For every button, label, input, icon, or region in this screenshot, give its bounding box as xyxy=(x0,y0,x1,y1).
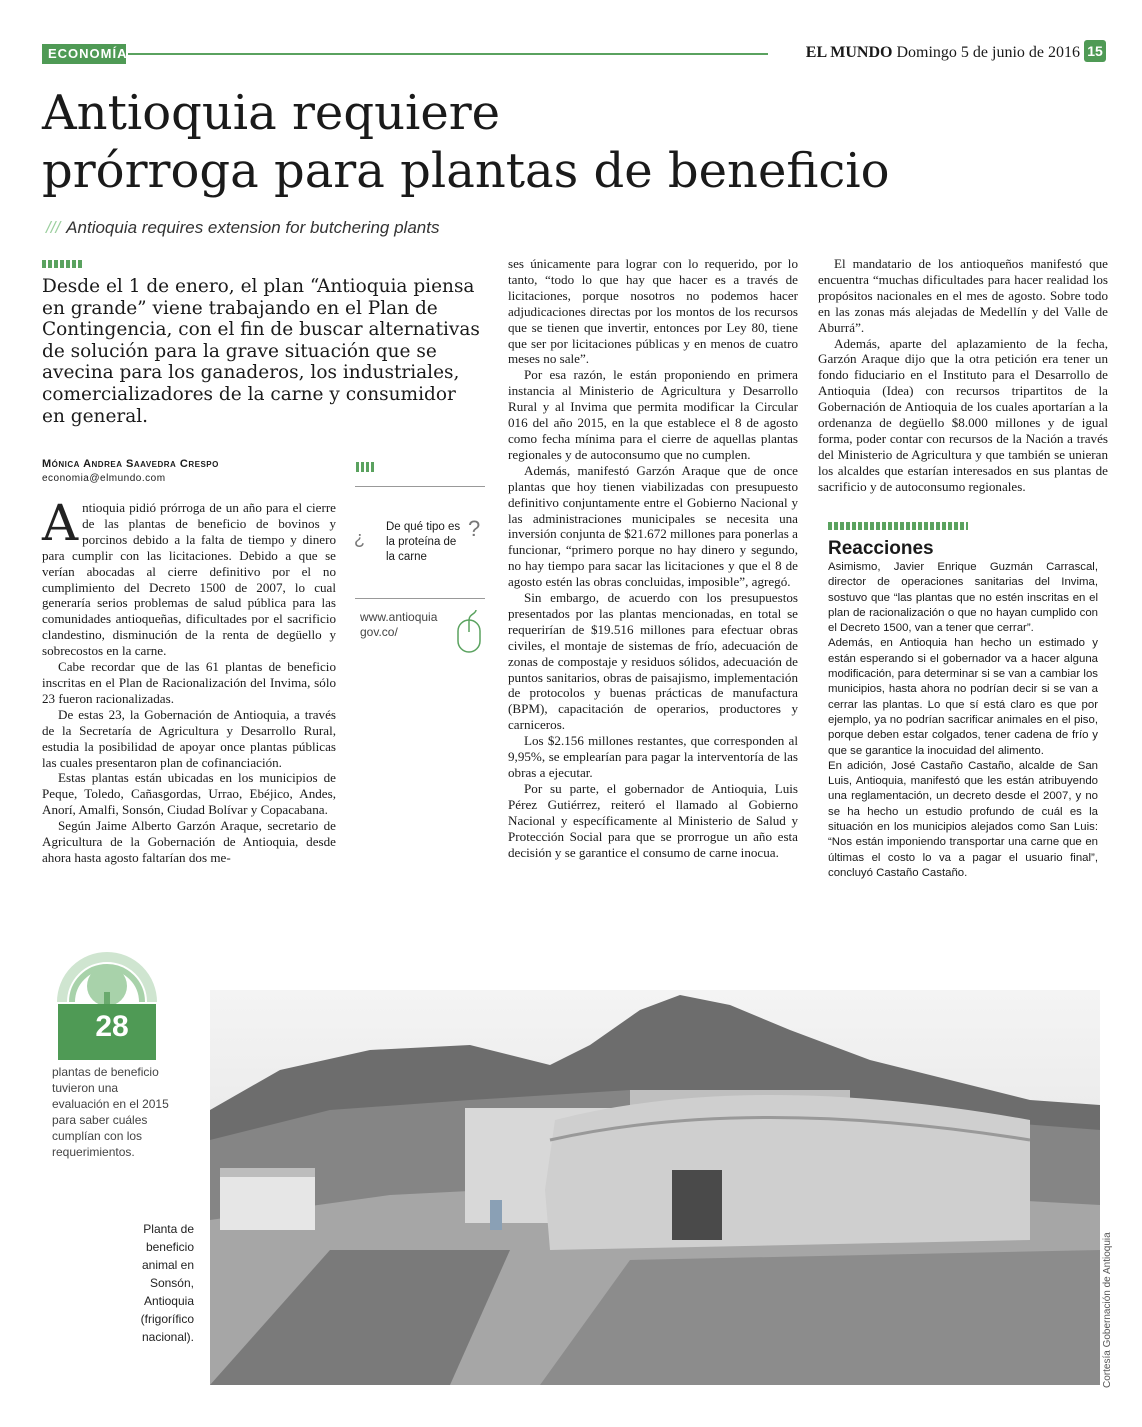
issue-date: Domingo 5 de junio de 2016 xyxy=(896,44,1080,61)
article-column-2 xyxy=(508,256,798,860)
author-name: Mónica Andrea Saavedra Crespo xyxy=(42,458,219,470)
sidebox-question: De qué tipo es la proteína de la carne xyxy=(386,521,461,563)
subtitle xyxy=(46,218,439,238)
subtitle-prefix: /// xyxy=(46,218,61,237)
photo-credit-text: Cortesía Gobernación de Antioquia xyxy=(1102,1232,1113,1388)
reactions-title: Reacciones xyxy=(828,538,934,559)
col1-paragraph-1-text: ntioquia pidió prórroga de un año para el cierre de las plantas de beneficio de bovinos y porcinos debido a la falta de tiempo y dinero para cumplir con las licitaciones. Debido a que se verían abocadas al cierre definitivo por el no cumplimiento del Decreto 1500 de 2007, lo cual generaría serios problemas de salud pública para las comunidades antioqueñas, dificultades por el sacrificio clandestino, disminución de la renta de degüello y sobrecostos en la carne. xyxy=(42,500,336,659)
article-column-1 xyxy=(42,494,336,866)
masthead xyxy=(806,44,1080,62)
infographic-number: 28 xyxy=(95,1010,129,1043)
infographic-text: plantas de beneficio tuvieron una evaluación en el 2015 para saber cuáles cumplían con los requerimientos. xyxy=(52,1065,169,1159)
sidebox-mid-rule xyxy=(355,598,485,599)
col1-paragraph-2: Cabe recordar que de las 61 plantas de beneficio inscritas en el Plan de Racionalización del Invima, sólo 23 fueron racionalizadas. xyxy=(42,659,336,706)
headline xyxy=(42,84,1102,200)
col2-paragraph-5: Los $2.156 millones restantes, que corresponden al 9,95%, se emplearían para pagar la interventoría de las obras a ejecutar. xyxy=(508,733,798,780)
lead-divider-dots xyxy=(42,260,84,268)
photo-caption: Planta de beneficio animal en Sonsón, Antioquia (frigorífico nacional). xyxy=(140,1222,194,1344)
subtitle-text: Antioquia requires extension for butchering plants xyxy=(66,218,440,237)
paper-name: EL MUNDO xyxy=(805,44,893,61)
reaction-paragraph-3: En adición, José Castaño Castaño, alcalde de San Luis, Antioquia, manifestó que les están atribuyendo una reglamentación, un decreto desde el 2007, y no se ha hecho un estudio profundo de cuál es la situación en los municipios alejados como San Luis: “Nos están imponiendo transportar una carne que en últimas el costo lo va a pagar el usuario final”, concluyó Castaño Castaño. xyxy=(828,759,1098,879)
sidebox-url[interactable]: www.antioquia gov.co/ xyxy=(360,610,438,639)
col3-paragraph-2: Además, aparte del aplazamiento de la fecha, Garzón Araque dijo que la otra petición era tener un fondo fiduciario en el Instituto para el Desarrollo de Antioquia (Idea) con recursos tripartitos de la Gobernación de Antioquia de los cuales aportarían a la ordenanza de degüello $8.000 millones y de igual forma, poder contar con recursos de la Nación a través del Ministerio de Agricultura y que también se unieran los alcaldes que estarían interesados en sus plantas de sacrificio y de autoconsumo regionales. xyxy=(818,335,1108,494)
slaughterhouse-photo xyxy=(210,990,1100,1385)
question-mark-close-icon: ? xyxy=(468,516,481,541)
sidebox-bars-icon xyxy=(356,462,374,472)
drop-cap: A xyxy=(42,494,79,552)
col1-paragraph-5: Según Jaime Alberto Garzón Araque, secretario de Agricultura de la Gobernación de Antioquia, desde ahora hasta agosto faltarían dos me- xyxy=(42,818,336,865)
col1-paragraph-1 xyxy=(42,494,336,659)
col2-paragraph-1: ses únicamente para lograr con lo requerido, por lo tanto, “todo lo que hay que hacer es a través de licitaciones, porque nosotros no podemos hacer adjudicaciones directas por los montos de los recursos que se tienen que invertir, entonces por Ley 80, tiene que ser por licitaciones públicas y en menos de cuatro meses no sale”. xyxy=(508,256,798,367)
mouse-icon xyxy=(456,610,482,654)
article-column-3 xyxy=(818,256,1108,495)
author-email: economia@elmundo.com xyxy=(42,473,166,484)
col2-paragraph-6: Por su parte, el gobernador de Antioquia, Luis Pérez Gutiérrez, reiteró el llamado al Gobierno Nacional y específicamente al Ministerio de Salud y Protección Social para que se prorrogue un año esta decisión y se garantice el consumo de carne inocua. xyxy=(508,780,798,860)
col2-paragraph-4: Sin embargo, de acuerdo con los presupuestos presentados por las plantas mencionadas, en total se requerirían de $19.516 millones para efectuar obras civiles, el montaje de sistemas de frío, adecuación de zonas de compostaje y residuos sólidos, adecuación de puntos sanitarios, obras de paisajismo, implementación de protocolos y buenas prácticas de manufactura (BPM), capacitación de operarios, productores y carniceros. xyxy=(508,590,798,733)
sidebox-top-rule xyxy=(355,486,485,487)
section-tag: ECONOMÍA xyxy=(42,44,126,64)
reactions-box xyxy=(828,560,1098,881)
reaction-paragraph-1: Asimismo, Javier Enrique Guzmán Carrascal, director de operaciones sanitarias del Invima, sostuvo que “las plantas que no estén inscritas en el plan de racionalización o que no hayan cumplido con el Decreto 1500, van a tener que cerrar”. xyxy=(828,561,1098,635)
question-mark-icon: ¿ xyxy=(354,528,365,548)
section-divider xyxy=(128,53,768,55)
page-number: 15 xyxy=(1084,40,1106,62)
col2-paragraph-2: Por esa razón, le están proponiendo en primera instancia al Ministerio de Agricultura y Desarrollo Rural y al Invima que permita modificar la Circular 016 del año 2015, en la que establece el 8 de agosto como fecha mínima para el cierre de aquellas plantas regionales y de autoconsumo que no cumplen. xyxy=(508,367,798,462)
col2-paragraph-3: Además, manifestó Garzón Araque que de once plantas que hoy tienen viabilizadas con presupuesto definitivo conjuntamente entre el Gobierno Nacional y las administraciones municipales se necesita una inversión conjunta de $21.672 millones para ponerlas a funcionar, “primero porque no hay dinero y segundo, no hay tiempo para sacar las licitaciones y que el 8 de agosto estén las obras concluidas, imposible”, agregó. xyxy=(508,462,798,590)
col1-paragraph-3: De estas 23, la Gobernación de Antioquia, a través de la Secretaría de Agricultura y Desarrollo Rural, estudia la posibilidad de apoyar once plantas públicas las cuales presentaron plan de cofinanciación. xyxy=(42,706,336,770)
col1-paragraph-4: Estas plantas están ubicadas en los municipios de Peque, Toledo, Cañasgordas, Urrao, Ebéjico, Andes, Anorí, Amalfi, Sonsón, Ciudad Bolívar y Copacabana. xyxy=(42,770,336,818)
headline-line-2: prórroga para plantas de beneficio xyxy=(42,143,890,199)
lead-paragraph: Desde el 1 de enero, el plan “Antioquia piensa en grande” viene trabajando en el Plan de Contingencia, con el fin de buscar alternativas de solución para la grave situación que se avecina para los ganaderos, los industriales, comercializadores de la carne y consumidor en general. xyxy=(42,276,480,427)
reactions-divider-dots xyxy=(828,522,968,530)
reaction-paragraph-2: Además, en Antioquia han hecho un estimado y están esperando si el gobernador va a hacer alguna modificación, para determinar si se van a cambiar los municipios, hasta ahora no podrían decir si se van a cerrar las plantas. Lo que sí está claro es que por ejemplo, ya no podrían sacrificar animales en el piso, porque deben estar colgados, tener cadena de frío y que se garantice la inocuidad del alimento. xyxy=(828,637,1098,757)
col3-paragraph-1: El mandatario de los antioqueños manifestó que encuentra “muchas dificultades para hacer realidad los propósitos nacionales en el mes de agosto. Sobre todo en las zonas más alejadas de Medellín y del Valle de Aburrá”. xyxy=(818,256,1108,335)
photo-credit xyxy=(1098,1220,1114,1390)
headline-line-1: Antioquia requiere xyxy=(42,85,501,141)
